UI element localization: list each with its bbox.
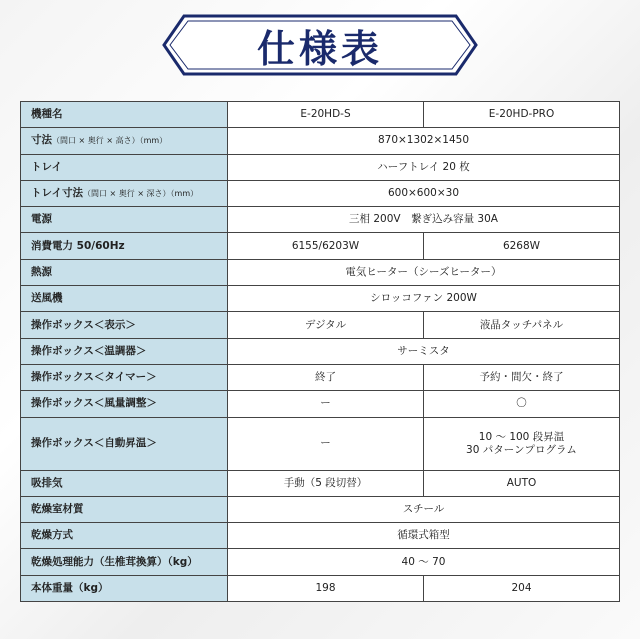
table-cell: ー	[228, 391, 424, 417]
row-label	[21, 496, 228, 522]
table-row	[21, 286, 620, 312]
table-cell: サーミスタ	[228, 338, 620, 364]
table-cell: シロッコファン 200W	[228, 286, 620, 312]
row-label-text: 乾燥方式	[31, 529, 73, 542]
table-row	[21, 233, 620, 259]
row-label-text: 操作ボックス＜表示＞	[31, 318, 136, 331]
table-row	[21, 259, 620, 285]
row-label-text: トレイ	[31, 160, 62, 173]
row-label-text: 操作ボックス＜温調器＞	[31, 344, 147, 357]
row-label	[21, 286, 228, 312]
row-label	[21, 180, 228, 206]
table-row	[21, 180, 620, 206]
table-row	[21, 312, 620, 338]
row-label	[21, 549, 228, 575]
row-label	[21, 575, 228, 601]
row-label	[21, 233, 228, 259]
table-cell: デジタル	[228, 312, 424, 338]
table-cell: ー	[228, 417, 424, 470]
table-row	[21, 575, 620, 601]
row-label	[21, 338, 228, 364]
table-cell: 6155/6203W	[228, 233, 424, 259]
row-label-text: 電源	[31, 213, 52, 226]
table-cell: 6268W	[424, 233, 620, 259]
row-label-sub: （間口 × 奥行 × 高さ）（mm）	[52, 136, 168, 146]
row-label-text: 熱源	[31, 265, 52, 278]
row-label-sub: （間口 × 奥行 × 深さ）（mm）	[82, 189, 199, 199]
row-label-text: 機種名	[31, 108, 63, 121]
table-row	[21, 523, 620, 549]
row-label-text: 乾燥処理能力（生椎茸換算）（kg）	[31, 555, 198, 568]
table-cell: 40 ～ 70	[228, 549, 620, 575]
row-label	[21, 128, 228, 154]
row-label	[21, 364, 228, 390]
table-row	[21, 154, 620, 180]
table-cell: E-20HD-S	[228, 102, 424, 128]
page-title: 仕様表	[256, 26, 383, 71]
row-label-text: トレイ寸法	[31, 187, 83, 200]
row-label-text: 消費電力 50/60Hz	[31, 239, 125, 252]
table-cell: AUTO	[424, 470, 620, 496]
row-label	[21, 312, 228, 338]
table-cell: 10 ～ 100 段昇温 30 パターンプログラム	[424, 417, 620, 470]
table-cell: E-20HD-PRO	[424, 102, 620, 128]
table-row	[21, 102, 620, 128]
row-label	[21, 154, 228, 180]
row-label-text: 吸排気	[31, 476, 63, 489]
row-label-text: 送風機	[31, 292, 63, 305]
table-cell: 198	[228, 575, 424, 601]
row-label	[21, 259, 228, 285]
row-label-text: 寸法	[31, 134, 52, 147]
spec-table	[20, 101, 620, 602]
table-cell: スチール	[228, 496, 620, 522]
table-cell: 電気ヒーター（シーズヒーター）	[228, 259, 620, 285]
row-label	[21, 207, 228, 233]
table-row	[21, 128, 620, 154]
table-cell: 600×600×30	[228, 180, 620, 206]
table-row	[21, 496, 620, 522]
row-label-text: 操作ボックス＜タイマー＞	[31, 371, 157, 384]
row-label-text: 操作ボックス＜自動昇温＞	[31, 437, 157, 450]
table-row	[21, 549, 620, 575]
row-label	[21, 470, 228, 496]
row-label	[21, 102, 228, 128]
table-cell: 終了	[228, 364, 424, 390]
row-label-text: 操作ボックス＜風量調整＞	[31, 397, 157, 410]
table-cell: 870×1302×1450	[228, 128, 620, 154]
table-cell: ハーフトレイ 20 枚	[228, 154, 620, 180]
row-label-text: 乾燥室材質	[31, 503, 84, 515]
table-row	[21, 364, 620, 390]
title-banner	[162, 14, 478, 76]
table-row	[21, 207, 620, 233]
table-row	[21, 338, 620, 364]
table-cell: 三相 200V 繋ぎ込み容量 30A	[228, 207, 620, 233]
row-label-text: 本体重量（kg）	[31, 581, 109, 594]
table-cell: 手動（5 段切替）	[228, 470, 424, 496]
table-cell: 液晶タッチパネル	[424, 312, 620, 338]
table-row	[21, 417, 620, 470]
row-label	[21, 417, 228, 470]
table-row	[21, 470, 620, 496]
table-cell: 循環式箱型	[228, 523, 620, 549]
row-label	[21, 523, 228, 549]
table-cell: 204	[424, 575, 620, 601]
row-label	[21, 391, 228, 417]
table-row	[21, 391, 620, 417]
table-cell: 予約・間欠・終了	[424, 364, 620, 390]
table-cell: 〇	[424, 391, 620, 417]
